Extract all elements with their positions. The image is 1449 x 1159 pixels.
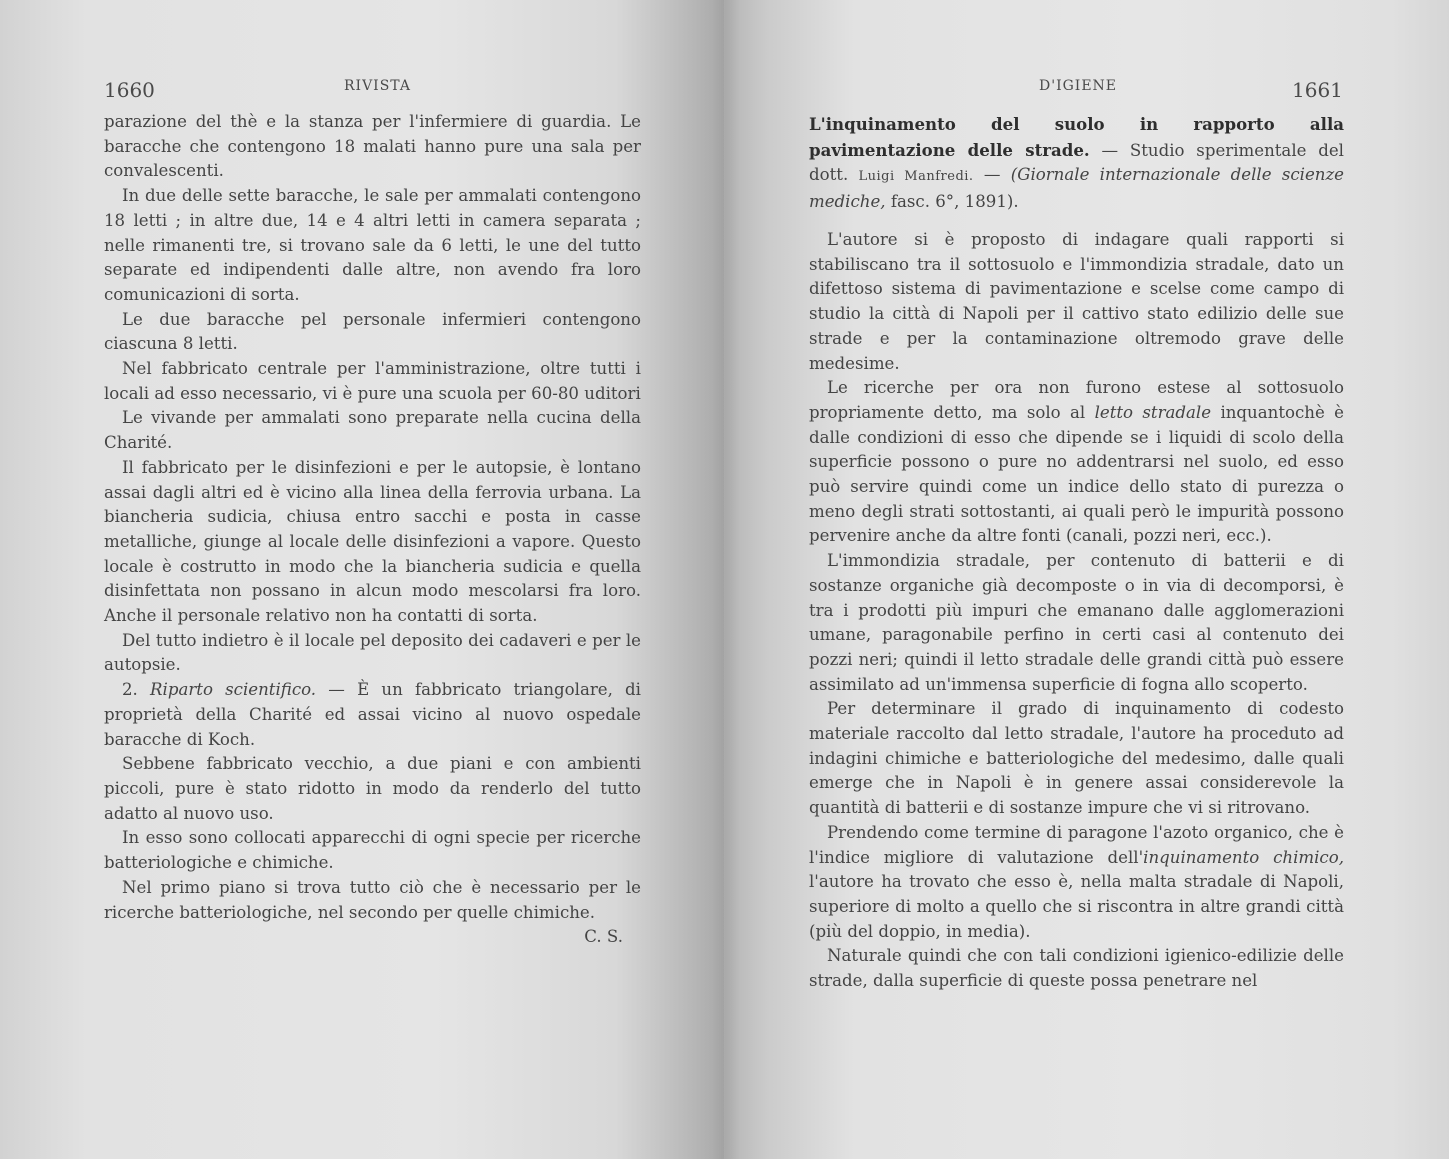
paragraph-text: Le ricerche per ora non furono estese al sottosuolo propriamente detto, ma solo al	[809, 378, 1344, 422]
citation-dash: —	[983, 165, 1001, 185]
right-page-body	[809, 228, 1344, 994]
left-running-head: RIVISTA	[344, 78, 411, 94]
left-page-body	[104, 110, 641, 950]
paragraph: Del tutto indietro è il locale pel deposito dei cadaveri e per le autopsie.	[104, 630, 641, 675]
paragraph: In esso sono collocati apparecchi di ogni specie per ricerche batteriologiche e chimiche.	[104, 828, 641, 873]
signature: C. S.	[584, 927, 623, 947]
citation-details: fasc. 6°, 1891).	[890, 192, 1019, 212]
article-author: Luigi Manfredi.	[858, 169, 974, 185]
riparto-number: 2.	[122, 680, 138, 700]
paragraph: L'immondizia stradale, per contenuto di batterii e di sostanze organiche già decomposte o in via di decomporsi, è tra i prodotti più impuri che emanano dalle agglomerazioni umane, paragonabile perfino in certi casi al contenuto dei pozzi neri; quindi il letto stradale delle grandi città può essere assimilato ad un'immensa superficie di fogna allo scoperto.	[809, 551, 1344, 694]
article-title: L'inquinamento del suolo in rapporto alla pavimentazione delle strade.	[809, 114, 1344, 160]
paragraph: Le vivande per ammalati sono preparate nella cucina della Charité.	[104, 408, 641, 453]
article-heading	[809, 112, 1344, 215]
right-page	[724, 0, 1449, 1159]
paragraph: Sebbene fabbricato vecchio, a due piani e con ambienti piccoli, pure è stato ridotto in modo da renderlo del tutto adatto al nuovo uso.	[104, 754, 641, 823]
journal-name: (Giornale internazionale delle scienze mediche,	[809, 165, 1345, 212]
paragraph: Nel fabbricato centrale per l'amministrazione, oltre tutti i locali ad esso necessario, vi è pure una scuola per 60-80 uditori	[104, 359, 641, 403]
left-page-number: 1660	[104, 78, 155, 102]
paragraph-text: Prendendo come termine di paragone l'azoto organico, che è l'indice migliore di valutazione dell'	[809, 822, 1344, 867]
right-page-number: 1661	[1292, 78, 1343, 102]
paragraph	[809, 821, 1344, 945]
paragraph-text: inquantochè è dalle condizioni di esso che dipende se i liquidi di scolo della superficie possono o pure no addentrarsi nel suolo, ed esso può servire quindi come un indice dello stato di purezza o meno degli strati sottostanti, ai quali però le impurità possono pervenire anche da altre fonti (canali, pozzi neri, ecc.).	[809, 402, 1344, 546]
book-gutter	[712, 0, 740, 1159]
left-page	[0, 0, 724, 1159]
paragraph: Nel primo piano si trova tutto ciò che è necessario per le ricerche batteriologiche, nel secondo per quelle chimiche.	[104, 877, 641, 922]
riparto-paragraph	[104, 678, 641, 752]
paragraph: Il fabbricato per le disinfezioni e per le autopsie, è lontano assai dagli altri ed è vicino alla linea della ferrovia urbana. La biancheria sudicia, chiusa entro sacchi e posta in casse metalliche, giunge al locale delle disinfezioni a vapore. Questo locale è costrutto in modo che la biancheria sudicia e quella disinfettata non possano in alcun modo mescolarsi fra loro. Anche il personale relativo non ha contatti di sorta.	[104, 457, 641, 626]
paragraph: Per determinare il grado di inquinamento di codesto materiale raccolto dal letto stradale, l'autore ha proceduto ad indagini chimiche e batteriologiche del medesimo, dalle quali emerge che in Napoli è in genere assai considerevole la quantità di batterii e di sostanze impure che vi si ritrovano.	[809, 699, 1344, 818]
paragraph-text: l'autore ha trovato che esso è, nella malta stradale di Napoli, superiore di molto a quello che si riscontra in altre grandi città (più del doppio, in media).	[809, 872, 1344, 941]
right-running-head: D'IGIENE	[1039, 78, 1118, 94]
paragraph-italic: inquinamento chimico,	[1143, 847, 1344, 867]
riparto-text: — È un fabbricato triangolare, di proprietà della Charité ed assai vicino al nuovo ospedale baracche di Koch.	[104, 680, 641, 749]
article-subtitle: — Studio sperimentale del dott.	[809, 140, 1344, 185]
paragraph: In due delle sette baracche, le sale per ammalati contengono 18 letti ; in altre due, 14 e 4 altri letti in camera separata ; nelle rimanenti tre, si trovano sale da 6 letti, le une del tutto separate ed indipendenti dalle altre, non avendo fra loro comunicazioni di sorta.	[104, 186, 641, 304]
paragraph: Naturale quindi che con tali condizioni igienico-edilizie delle strade, dalla superficie di queste possa penetrare nel	[809, 946, 1344, 991]
paragraph-italic: letto stradale	[1094, 402, 1212, 422]
riparto-title: Riparto scientifico.	[150, 680, 317, 700]
paragraph: Le due baracche pel personale infermieri contengono ciascuna 8 letti.	[104, 309, 641, 354]
paragraph	[809, 376, 1344, 549]
paragraph: parazione del thè e la stanza per l'infermiere di guardia. Le baracche che contengono 18 malati hanno pure una sala per convalescenti.	[104, 112, 641, 181]
paragraph: L'autore si è proposto di indagare quali rapporti si stabiliscano tra il sottosuolo e l'immondizia stradale, dato un difettoso sistema di pavimentazione e scelse come campo di studio la città di Napoli per il cattivo stato edilizio delle sue strade e per la contaminazione oltremodo grave delle medesime.	[809, 230, 1344, 373]
